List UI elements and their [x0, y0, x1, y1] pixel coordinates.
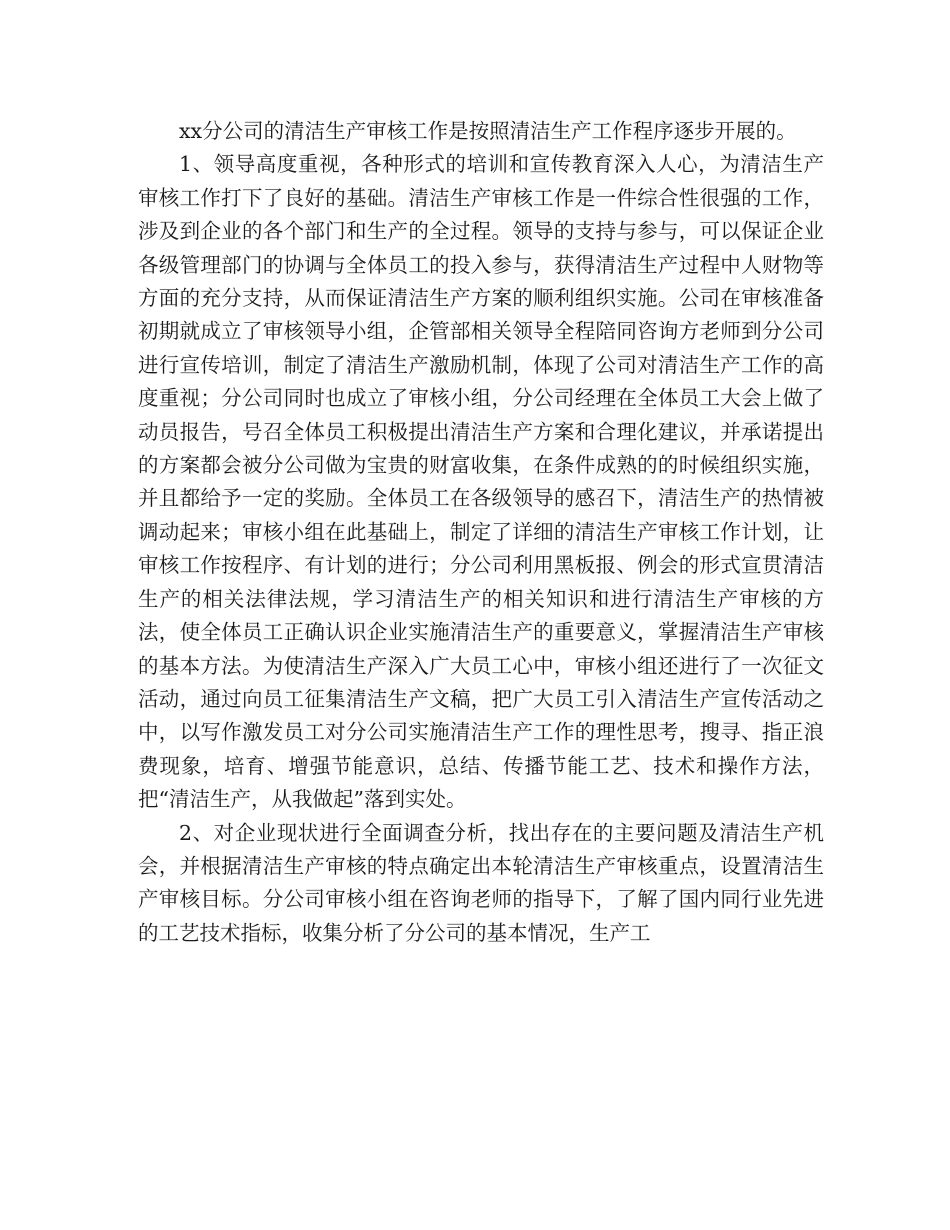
- paragraph-intro: xx分公司的清洁生产审核工作是按照清洁生产工作程序逐步开展的。: [179, 119, 797, 143]
- paragraph-1-leadership: 1、领导高度重视，各种形式的培训和宣传教育深入人心，为清洁生产审核工作打下了良好的基础。清洁生产审核工作是一件综合性很强的工作，涉及到企业的各个部门和生产的全过程。领导的支持与参与，可以保证企业各级管理部门的协调与全体员工的投入参与，获得清洁生产过程中人财物等方面的充分支持，从而保证清洁生产方案的顺利组织实施。公司在审核准备初期就成立了审核领导小组，企管部相关领导全程陪同咨询方老师到分公司进行宣传培训，制定了清洁生产激励机制，体现了公司对清洁生产工作的高度重视；分公司同时也成立了审核小组，分公司经理在全体员工大会上做了动员报告，号召全体员工积极提出清洁生产方案和合理化建议，并承诺提出的方案都会被分公司做为宝贵的财富收集，在条件成熟的的时候组织实施，并且都给予一定的奖励。全体员工在各级领导的感召下，清洁生产的热情被调动起来；审核小组在此基础上，制定了详细的清洁生产审核工作计划，让审核工作按程序、有计划的进行；分公司利用黑板报、例会的形式宣贯清洁生产的相关法律法规，学习清洁生产的相关知识和进行清洁生产审核的方法，使全体员工正确认识企业实施清洁生产的重要意义，掌握清洁生产审核的基本方法。为使清洁生产深入广大员工心中，审核小组还进行了一次征文活动，通过向员工征集清洁生产文稿，把广大员工引入清洁生产宣传活动之中，以写作激发员工对分公司实施清洁生产工作的理性思考，搜寻、指正浪费现象，培育、增强节能意识，总结、传播节能工艺、技术和操作方法，把“清洁生产，从我做起”落到实处。: [138, 152, 824, 812]
- paragraph-2-survey: 2、对企业现状进行全面调查分析，找出存在的主要问题及清洁生产机会，并根据清洁生产审核的特点确定出本轮清洁生产审核重点，设置清洁生产审核目标。分公司审核小组在咨询老师的指导下，了解了国内同行业先进的工艺技术指标，收集分析了分公司的基本情况，生产工: [138, 820, 824, 945]
- document-body: [138, 115, 824, 950]
